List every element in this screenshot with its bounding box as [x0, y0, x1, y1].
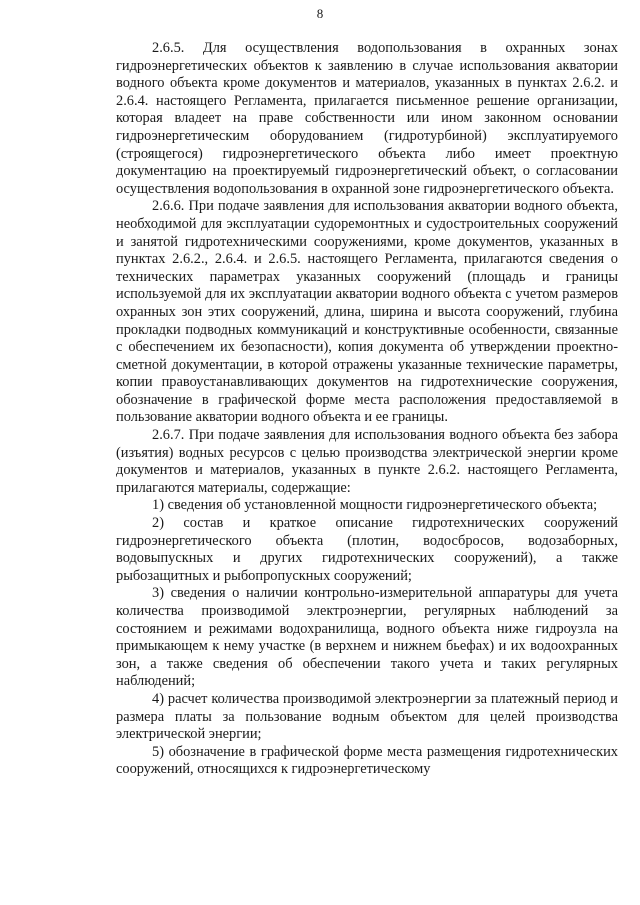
page-number: 8 [316, 6, 324, 21]
paragraph-2-6-7: 2.6.7. При подаче заявления для использования водного объекта без забора (изъятия) водных ресурсов с целью производства электрической энергии кроме документов и материалов, указанных в пункте 2.6.2. настоящего Регламента, прилагаются материалы, содержащие: [116, 427, 618, 496]
document-body [116, 40, 618, 779]
list-item-2: 2) состав и краткое описание гидротехнических сооружений гидроэнергетического объекта (плотин, водосбросов, водозаборных, водовыпускных и других гидротехнических сооружений), а также рыбозащитных и рыбопропускных сооружений; [116, 515, 618, 584]
list-item-5: 5) обозначение в графической форме места размещения гидротехнических сооружений, относящихся к гидроэнергетическому [116, 743, 618, 778]
list-item-3: 3) сведения о наличии контрольно-измерительной аппаратуры для учета количества производимой электроэнергии, регулярных наблюдений за состоянием и режимами водохранилища, водного объекта ниже гидроузла на примыкающем к нему участке (в верхнем и нижнем бьефах) и их водоохранных зон, а также сведения об обеспечении такого учета и таких регулярных наблюдений; [116, 585, 618, 690]
paragraph-2-6-6: 2.6.6. При подаче заявления для использования акватории водного объекта, необходимой для эксплуатации судоремонтных и судостроительных сооружений и занятой гидротехническими сооружениями, кроме документов, указанных в пунктах 2.6.2., 2.6.4. и 2.6.5. настоящего Регламента, прилагаются сведения о технических параметрах указанных сооружений (площадь и границы используемой для их эксплуатации акватории водного объекта с учетом размеров охранных зон этих сооружений, длина, ширина и высота сооружений, глубина прокладки подводных коммуникаций и конструктивные особенности, связанные с обеспечением их безопасности), копия документа об утверждении проектно-сметной документации, в которой отражены указанные технические параметры, копии правоустанавливающих документов на гидротехнические сооружения, обозначение в графической форме места расположения предоставляемой в пользование акватории водного объекта и ее границы. [116, 198, 618, 426]
list-item-1: 1) сведения об установленной мощности гидроэнергетического объекта; [152, 497, 598, 514]
list-item-4: 4) расчет количества производимой электроэнергии за платежный период и размера платы за пользование водным объектом для целей производства электрической энергии; [116, 690, 618, 743]
paragraph-2-6-5: 2.6.5. Для осуществления водопользования в охранных зонах гидроэнергетических объектов к заявлению в случае использования акватории водного объекта кроме документов и материалов, указанных в пунктах 2.6.2. и 2.6.4. настоящего Регламента, прилагается письменное решение организации, которая владеет на праве собственности или ином законном основании гидроэнергетическим оборудованием (гидротурбиной) эксплуатируемого (строящегося) гидроэнергетического объекта либо имеет проектную документацию на проектируемый гидроэнергетический объект, о согласовании осуществления водопользования в охранной зоне гидроэнергетического объекта. [116, 40, 618, 197]
